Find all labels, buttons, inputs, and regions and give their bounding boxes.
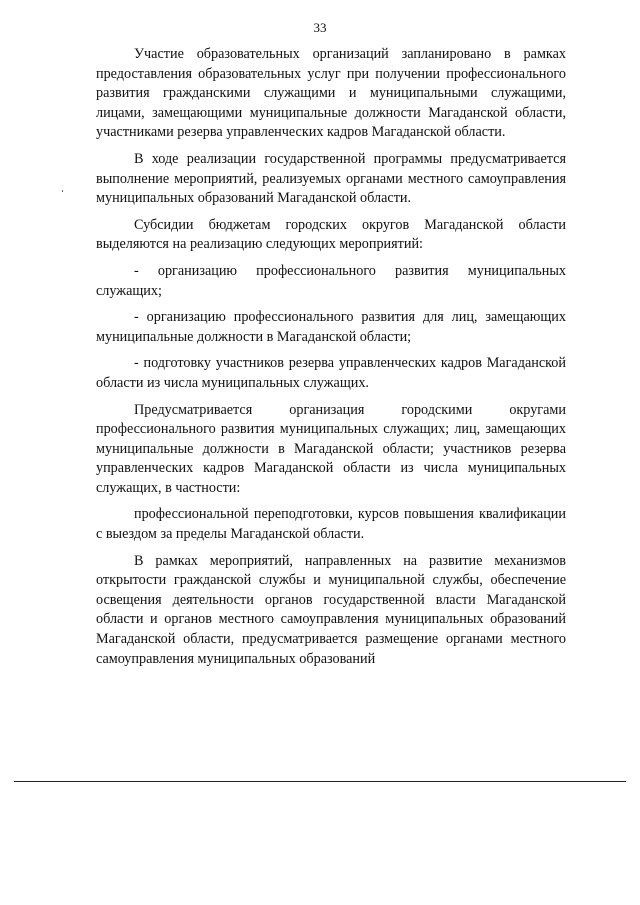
list-item-municipal-employees: - организацию профессионального развития муниципальных служащих; <box>96 262 566 299</box>
scan-mark <box>62 190 63 192</box>
paragraph-state-program: В ходе реализации государственной программы предусматривается выполнение мероприятий, реализуемых органами местного самоуправления муниципальных образований Магаданской области. <box>96 150 566 207</box>
document-body <box>96 45 566 674</box>
paragraph-education-organizations: Участие образовательных организаций запланировано в рамках предоставления образовательных услуг при получении профессионального развития гражданскими служащими и муниципальными служащими, лицами, замещающими муниципальные должности Магаданской области, участниками резерва управленческих кадров Магаданской области. <box>96 46 566 141</box>
paragraph-city-districts: Предусматривается организация городскими округами профессионального развития муниципальных служащих; лиц, замещающих муниципальные должности в Магаданской области; участников резерва управленческих кадров Магаданской области из числа муниципальных служащих, в частности: <box>96 401 566 496</box>
paragraph-subsidies: Субсидии бюджетам городских округов Магаданской области выделяются на реализацию следующих мероприятий: <box>96 216 566 253</box>
paragraph-retraining: профессиональной переподготовки, курсов повышения квалификации с выездом за пределы Магаданской области. <box>96 506 566 543</box>
paragraph-openness: В рамках мероприятий, направленных на развитие механизмов открытости гражданской службы и муниципальной службы, обеспечение освещения деятельности органов государственной власти Магаданской области и органов местного самоуправления муниципальных образований Магаданской области, предусматривается размещение органами местного самоуправления муниципальных образований <box>96 552 566 667</box>
page-number: 33 <box>313 20 327 35</box>
list-item-reserve-participants: - подготовку участников резерва управленческих кадров Магаданской области из числа муниципальных служащих. <box>96 355 566 391</box>
list-item-municipal-positions: - организацию профессионального развития для лиц, замещающих муниципальные должности в Магаданской области; <box>96 309 566 345</box>
footer-rule <box>14 781 626 782</box>
